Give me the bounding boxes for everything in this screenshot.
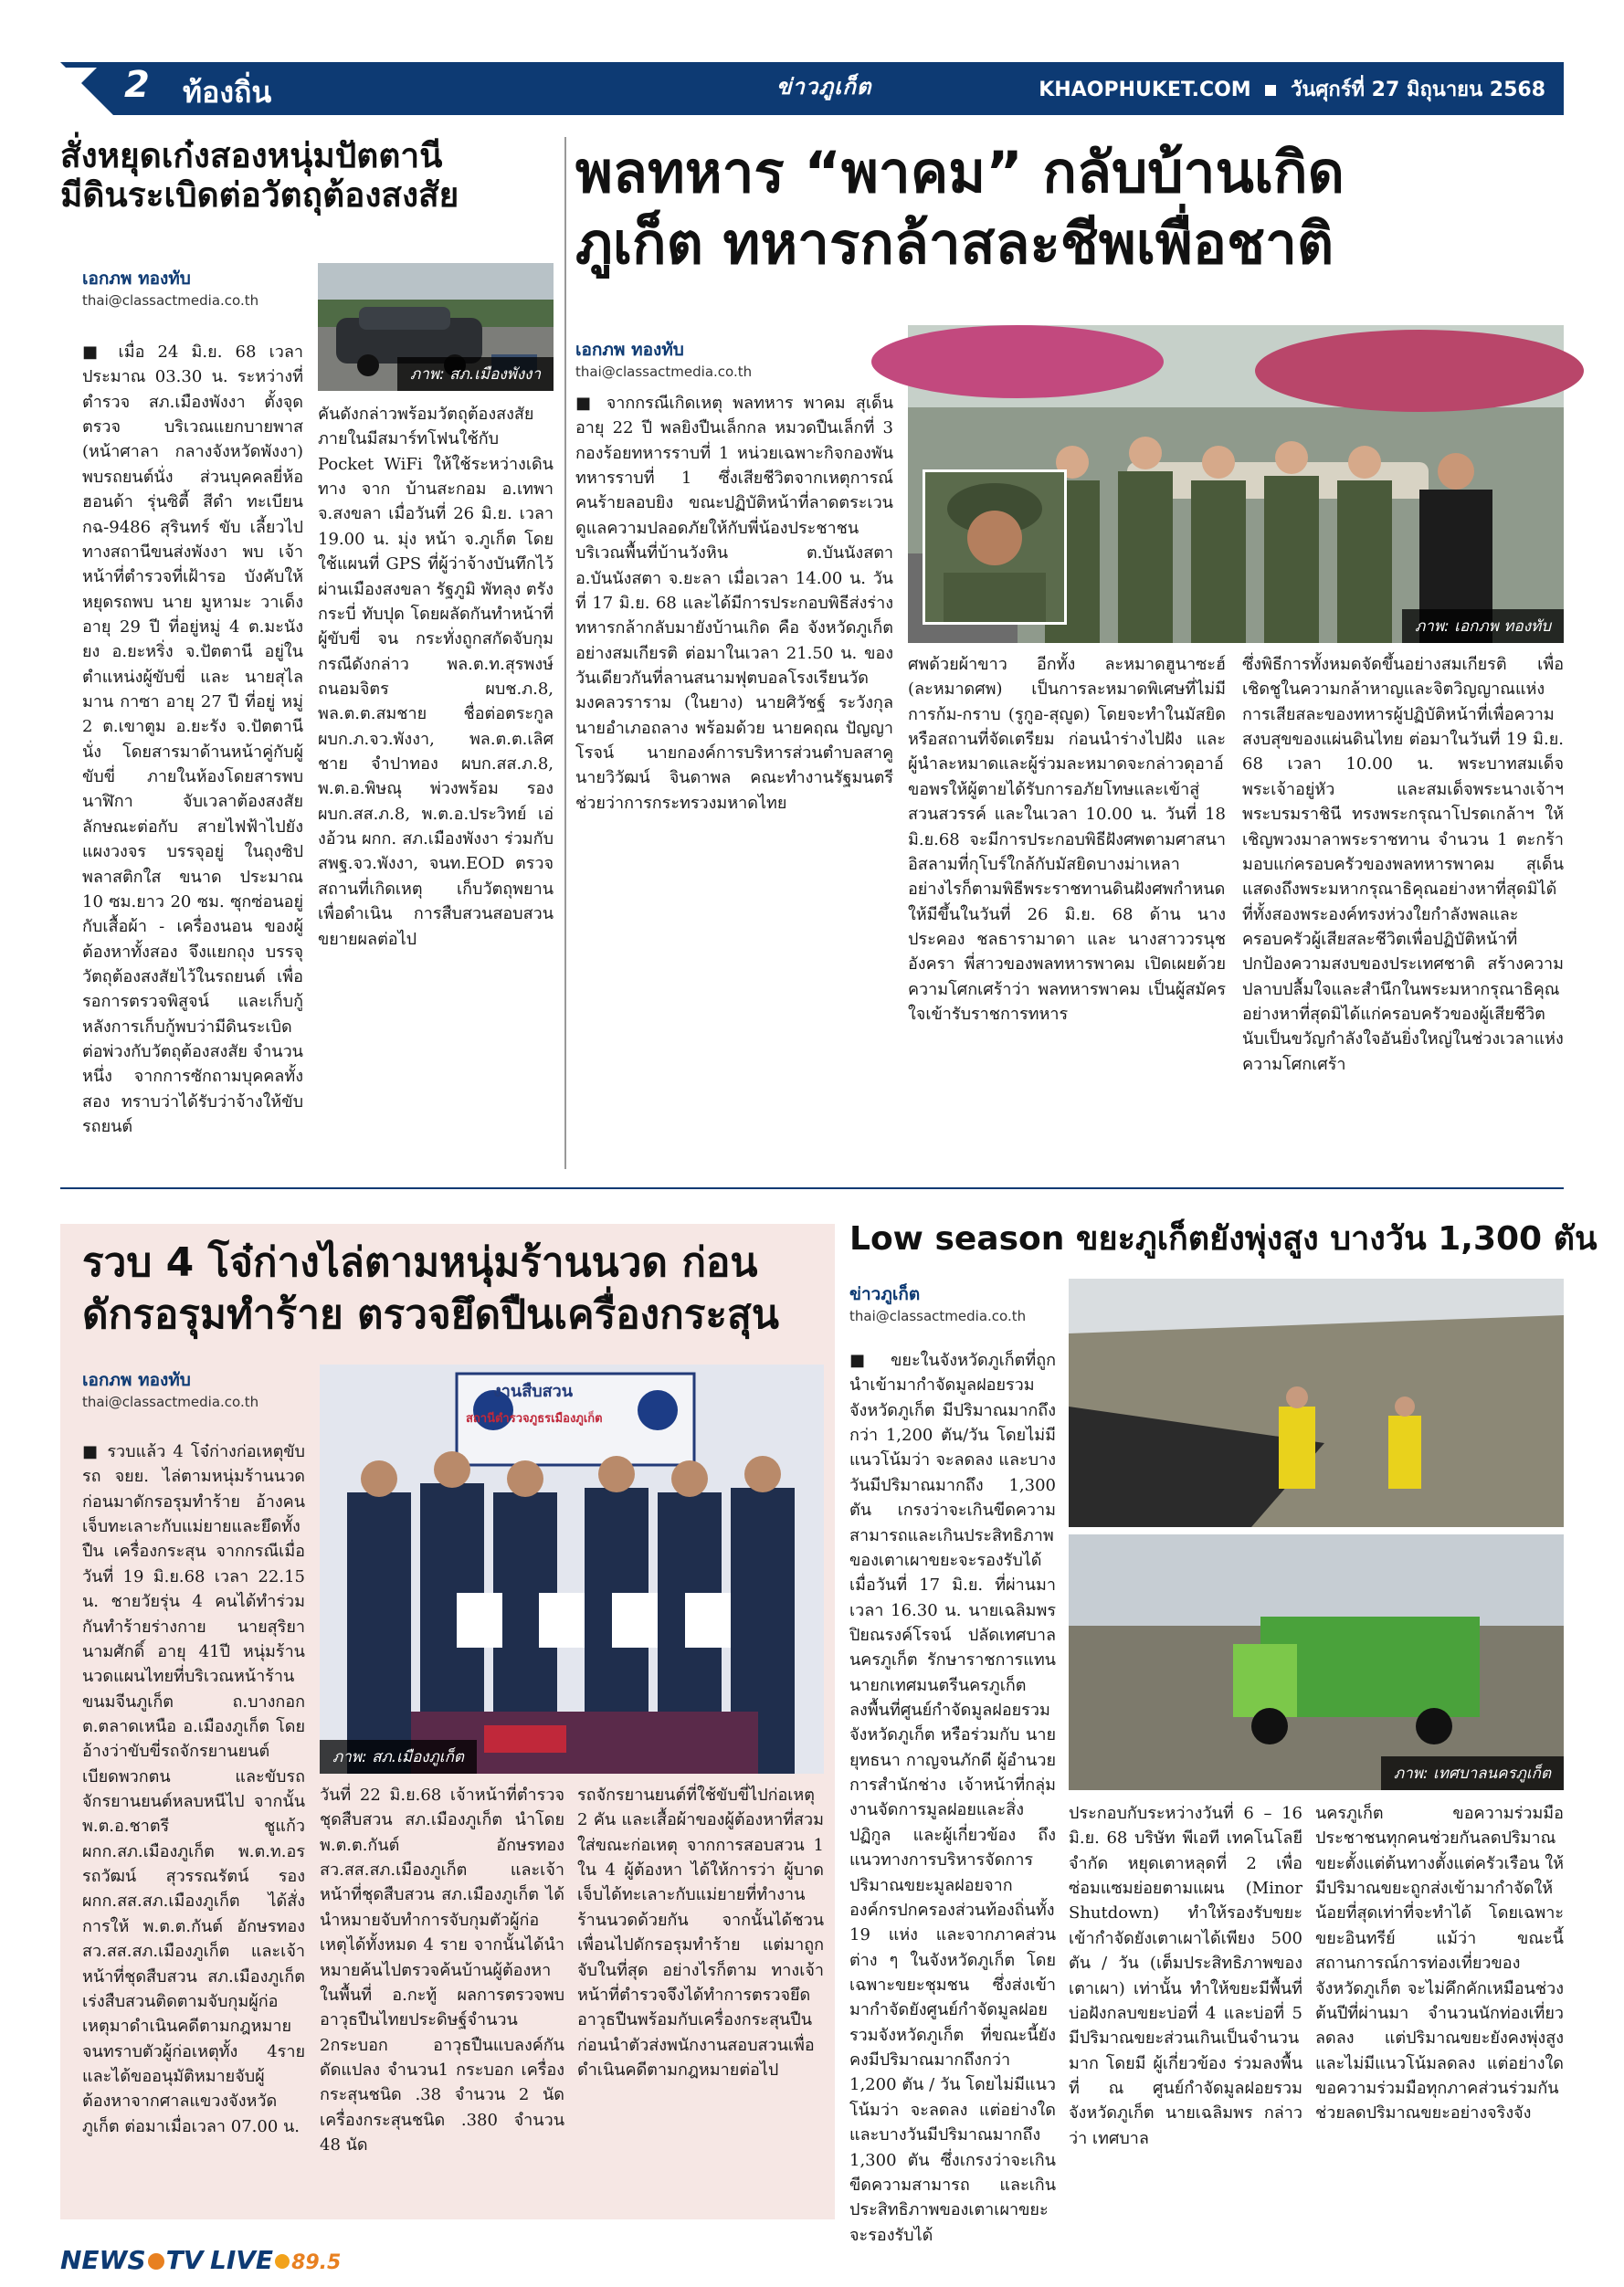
horizontal-rule <box>60 1187 1564 1189</box>
soldier-author: เอกภพ ทองทับ <box>575 340 684 360</box>
massage-headline <box>82 1237 822 1341</box>
soldier-byline <box>575 336 752 380</box>
arrest-headline-line2: มีดินระเบิดต่อวัตถุต้องสงสัย <box>60 174 459 215</box>
footer-live-radio-logo <box>210 2245 341 2275</box>
arrest-author: เอกภพ ทองทับ <box>82 269 191 289</box>
garbage-body-col1: ■ ขยะในจังหวัดภูเก็ตที่ถูกนำเข้ามากำจัดมูลฝอยรวมจังหวัดภูเก็ต มีปริมาณมากถึงกว่า 1,200 ตัน/วัน โดยไม่มีแนวโน้มว่า จะลดลง และบางวันมีปริมาณมากถึง 1,300 ตัน เกรงว่าจะเกินขีดความสามารถและเกินประสิทธิภาพของเตาเผาขยะจะรองรับได้ เมื่อวันที่ 17 มิ.ย. ที่ผ่านมา เวลา 16.30 น. นายเฉลิมพร ปิยณรงค์โรจน์ ปลัดเทศบาลนครภูเก็ต รักษาราชการแทนนายกเทศมนตรีนครภูเก็ต ลงพื้นที่ศูนย์กำจัดมูลฝอยรวมจังหวัดภูเก็ต หรือร่วมกับ นายยุทธนา กาญจนภักดี ผู้อำนวยการสำนักช่าง เจ้าหน้าที่กลุ่มงานจัดการมูลฝอยและสิ่งปฏิกูล และผู้เกี่ยวข้อง ถึงแนวทางการบริหารจัดการปริมาณขยะมูลฝอยจากองค์กรปกครองส่วนท้องถิ่นทั้ง 19 แห่ง และจากภาคส่วนต่าง ๆ ในจังหวัดภูเก็ต โดยเฉพาะขยะชุมชน ซึ่งส่งเข้ามากำจัดยังศูนย์กำจัดมูลฝอยรวมจังหวัดภูเก็ต ที่ขณะนี้ยังคงมีปริมาณมากถึงกว่า 1,200 ตัน / วัน โดยไม่มีแนวโน้มว่า จะลดลง แต่อย่างใด และบางวันมีปริมาณมากถึง 1,300 ตัน ซึ่งเกรงว่าจะเกินขีดความสามารถ และเกินประสิทธิภาพของเตาเผาขยะจะรองรับได้ <box>849 1351 1056 2245</box>
soldier-photo-caption: ภาพ: เอกภพ ทองทับ <box>1402 609 1564 643</box>
soldier-portrait-photo <box>923 469 1067 625</box>
garbage-body-col3: นครภูเก็ต ขอความร่วมมือประชาชนทุกคนช่วยกันลดปริมาณขยะตั้งแต่ต้นทางตั้งแต่ครัวเรือน ให้มีปริมาณขยะถูกส่งเข้ามากำจัดให้น้อยที่สุดเท่าที่จะทำได้ โดยเฉพาะขยะอินทรีย์ แม้ว่า ขณะนี้สถานการณ์การท่องเที่ยวของจังหวัดภูเก็ต จะไม่คึกคักเหมือนช่วงต้นปีที่ผ่านมา จำนวนนักท่องเที่ยวลดลง แต่ปริมาณขยะยังคงพุ่งสูง และไม่มีแนวโน้มลดลง แต่อย่างใด ขอความร่วมมือทุกภาคส่วนร่วมกันช่วยลดปริมาณขยะอย่างจริงจัง <box>1315 1804 1564 2124</box>
arrest-email[interactable]: thai@classactmedia.co.th <box>82 292 259 309</box>
massage-email[interactable]: thai@classactmedia.co.th <box>82 1394 259 1410</box>
arrest-photo <box>318 263 554 391</box>
arrest-byline <box>82 265 258 309</box>
garbage-byline <box>849 1281 1026 1324</box>
soldier-body-col2: ศพด้วยผ้าขาว อีกทั้ง ละหมาดฮูนาซะฮ์ (ละหมาดศพ) เป็นการละหมาดพิเศษที่ไม่มีการก้ม-กราบ (รูกูอ-สุญูด) โดยจะทำในมัสยิดหรือสถานที่จัดเตรียม ก่อนนำร่างไปฝัง และผู้นำละหมาดและผู้ร่วมละหมาดจะกล่าวดุอาอ์ขอพรให้ผู้ตายได้รับการอภัยโทษและเข้าสู่สวนสวรรค์ และในเวลา 10.00 น. วันที่ 18 มิ.ย.68 จะมีการประกอบพิธีฝังศพตามศาสนาอิสลามที่กุโบร์ใกล้กับมัสยิดบางม่าเหลา อย่างไรก็ตามพิธีพระราชทานดินฝังศพกำหนดให้มีขึ้นในวันที่ 26 มิ.ย. 68 ด้าน นางประคอง ชลธารามาดา และ นางสาววรนุช อังครา พี่สาวของพลทหารพาคม เปิดเผยด้วยความโศกเศร้าว่า พลทหารพาคม เป็นผู้สมัครใจเข้ารับราชการทหาร <box>908 655 1226 1025</box>
massage-byline <box>82 1366 258 1410</box>
police-banner-subtitle: สถานีตำรวจภูธรเมืองภูเก็ต <box>466 1412 603 1426</box>
police-banner-title: งานสืบสวน <box>493 1382 574 1401</box>
massage-headline-line1: รวบ 4 โจ๋ก่างไล่ตามหนุ่มร้านนวด ก่อน <box>82 1239 758 1286</box>
garbage-email[interactable]: thai@classactmedia.co.th <box>849 1308 1027 1324</box>
square-bullet-icon <box>1265 85 1276 96</box>
live-logo-text: LIVE <box>210 2245 274 2275</box>
arrest-headline-line1: สั่งหยุดเก๋งสองหนุ่มปัตตานี <box>60 136 443 175</box>
section-corner-logo <box>60 62 113 115</box>
garbage-body-col2: ประกอบกับระหว่างวันที่ 6 – 16 มิ.ย. 68 บริษัท พีเอที เทคโนโลยี จำกัด หยุดเตาหลุดที่ 2 เพื่อซ่อมแซมย่อยตามแผน (Minor Shutdown) ทำให้รองรับขยะเข้ากำจัดยังเตาเผาได้เพียง 500 ตัน / วัน (เต็มประสิทธิภาพของเตาเผา) เท่านั้น ทำให้ขยะมีพื้นที่บ่อฝังกลบขยะบ่อที่ 4 และบ่อที่ 5 มีปริมาณขยะส่วนเกินเป็นจำนวนมาก โดยมี ผู้เกี่ยวข้อง ร่วมลงพื้นที่ ณ ศูนย์กำจัดมูลฝอยรวมจังหวัดภูเก็ต นายเฉลิมพร กล่าวว่า เทศบาล <box>1069 1804 1302 2148</box>
section-name: ท้องถิ่น <box>183 75 272 110</box>
soldier-body-col1: ■ จากกรณีเกิดเหตุ พลทหาร พาคม สุเด็น อายุ 22 ปี พลยิงปืนเล็กกล หมวดปืนเล็กที่ 3 กองร้อยทหารราบที่ 1 หน่วยเฉพาะกิจกองพันทหารราบที่ 1 ซึ่งเสียชีวิตจากเหตุการณ์คนร้ายลอบยิง ขณะปฏิบัติหน้าที่ลาดตระเวน ดูแลความปลอดภัยให้กับพี่น้องประชาชน บริเวณพื้นที่บ้านวังหิน ต.บันนังสตา อ.บันนังสตา จ.ยะลา เมื่อเวลา 14.00 น. วันที่ 17 มิ.ย. 68 และได้มีการประกอบพิธีส่งร่างทหารกล้ากลับมายังบ้านเกิด คือ จังหวัดภูเก็ต อย่างสมเกียรติ ต่อมาในเวลา 21.50 น. ของวันเดียวกันที่ลานสนามฟุตบอลโรงเรียนวัดมงคลวราราม (ในยาง) นายศิวัชฐ์ ระวังกุล นายอำเภอถลาง พร้อมด้วย นายคฤณ ปัญญาโรจน์ นายกองค์การบริหารส่วนตำบลสาคู นายวิวัฒน์ จินดาพล คณะทำงานรัฐมนตรีช่วยว่าการกระทรวงมหาดไทย <box>575 394 893 813</box>
arrest-headline <box>60 137 554 215</box>
header-date-line <box>1039 73 1545 105</box>
footer-news-tv-logo <box>60 2245 203 2275</box>
soldier-headline-line2: ภูเก็ต ทหารกล้าสละชีพเพื่อชาติ <box>575 209 1334 277</box>
garbage-landfill-photo <box>1069 1279 1564 1790</box>
arrest-body-col1: ■ เมื่อ 24 มิ.ย. 68 เวลา ประมาณ 03.30 น. ระหว่างที่ ตำรวจ สภ.เมืองพังงา ตั้งจุดตรวจ บริเวณแยกบายพาส (หน้าศาลา กลางจังหวัดพังงา) พบรถยนต์นั่ง ส่วนบุคคลยี่ห้อฮอนด้า รุ่นซิตี้ สีดำ ทะเบียน กฉ-9486 สุรินทร์ ขับ เลี้ยวไปทางสถานีขนส่งพังงา พบ เจ้าหน้าที่ตำรวจที่เฝ้ารอ บังคับให้หยุดรถพบ นาย มูหามะ วาเด็ง อายุ 29 ปี ที่อยู่หมู่ 4 ต.มะนังยง อ.ยะหริ่ง จ.ปัตตานี อยู่ในตำแหน่งผู้ขับขี่ และ นายสุไลมาน กาซา อายุ 27 ปี ที่อยู่ หมู่ 2 ต.เขาตูม อ.ยะรัง จ.ปัตตานี นั่ง โดยสารมาด้านหน้าคู่กับผู้ขับขี่ ภายในห้องโดยสารพบนาฬิกา จับเวลาต้องสงสัย ลักษณะต่อกับ สายไฟฟ้าไปยังแผงวงจร บรรจุอยู่ ในถุงซิปพลาสติกใส ขนาด ประมาณ 10 ซม.ยาว 20 ซม. ซุกซ่อนอยู่กับเสื้อผ้า - เครื่องนอน ของผู้ต้องหาทั้งสอง จึงแยกถุง บรรจุวัตถุต้องสงสัยไว้ในรถยนต์ เพื่อรอการตรวจพิสูจน์ และเก็บกู้ หลังการเก็บกู้พบว่ามีดินระเบิดต่อพ่วงกับวัตถุต้องสงสัย จำนวนหนึ่ง จากการซักถามบุคคลทั้งสอง ทราบว่าได้รับว่าจ้างให้ขับรถยนต์ <box>82 343 303 1137</box>
column-divider <box>564 137 566 1169</box>
garbage-headline: Low season ขยะภูเก็ตยังพุ่งสูง บางวัน 1,300 ตัน <box>849 1220 1598 1258</box>
brand-logo: ข่าวภูเก็ต <box>776 74 872 100</box>
orange-dot-icon <box>148 2253 164 2270</box>
garbage-photo-caption: ภาพ: เทศบาลนครภูเก็ต <box>1381 1756 1564 1790</box>
massage-body-col3: รถจักรยานยนต์ที่ใช้ขับขี่ไปก่อเหตุ 2 คัน และเสื้อผ้าของผู้ต้องหาที่สวมใส่ขณะก่อเหตุ จากการสอบสวน 1 ใน 4 ผู้ต้องหา ได้ให้การว่า ผู้บาดเจ็บได้ทะเลาะกับแม่ยายที่ทำงานร้านนวดด้วยกัน จากนั้นได้ชวนเพื่อนไปดักรอรุมทำร้าย แต่มาถูกจับในที่สุด อย่างไรก็ตาม ทางเจ้าหน้าที่ตำรวจจึงได้ทำการตรวจยึดอาวุธปืนพร้อมกับเครื่องกระสุนปืน ก่อนนำตัวส่งพนักงานสอบสวนเพื่อดำเนินคดีตามกฎหมายต่อไป <box>577 1786 824 2080</box>
soldier-headline-line1: พลทหาร “พาคม” กลับบ้านเกิด <box>575 139 1345 206</box>
website-url[interactable]: KHAOPHUKET.COM <box>1039 79 1251 101</box>
soldier-body-col3: ซึ่งพิธีการทั้งหมดจัดขึ้นอย่างสมเกียรติ เพื่อเชิดชูในความกล้าหาญและจิตวิญญาณแห่งการเสียสละของทหารผู้ปฏิบัติหน้าที่เพื่อความสงบสุขของแผ่นดินไทย ต่อมาในวันที่ 19 มิ.ย. 68 เวลา 10.00 น. พระบาทสมเด็จพระเจ้าอยู่หัว และสมเด็จพระนางเจ้าฯ พระบรมราชินี ทรงพระกรุณาโปรดเกล้าฯ ให้เชิญพวงมาลาพระราชทาน จำนวน 1 ตะกร้า มอบแก่ครอบครัวของพลทหารพาคม สุเด็น แสดงถึงพระมหากรุณาธิคุณอย่างหาที่สุดมิได้ ที่ทั้งสองพระองค์ทรงห่วงใยกำลังพลและครอบครัวผู้เสียสละชีวิตเพื่อปฏิบัติหน้าที่ปกป้องความสงบของประเทศชาติ สร้างความปลาบปลื้มใจและสำนึกในพระมหากรุณาธิคุณอย่างหาที่สุดมิได้แก่ครอบครัวของผู้เสียชีวิต นับเป็นขวัญกำลังใจอันยิ่งใหญ่ในช่วงเวลาแห่งความโศกเศร้า <box>1242 655 1564 1074</box>
issue-date: วันศุกร์ที่ 27 มิถุนายน 2568 <box>1291 79 1545 101</box>
garbage-author: ข่าวภูเก็ต <box>849 1284 921 1304</box>
arrest-photo-caption: ภาพ: สภ.เมืองพังงา <box>397 357 554 391</box>
massage-suspects-photo <box>320 1365 824 1774</box>
massage-photo-caption: ภาพ: สภ.เมืองภูเก็ต <box>320 1740 477 1774</box>
soldier-headline <box>575 137 1564 279</box>
sun-icon <box>275 2254 290 2269</box>
massage-body-col2: วันที่ 22 มิ.ย.68 เจ้าหน้าที่ตำรวจชุดสืบสวน สภ.เมืองภูเก็ต นำโดย พ.ต.ต.กันต์ อักษรทอง สว.สส.สภ.เมืองภูเก็ต และเจ้าหน้าที่ชุดสืบสวน สภ.เมืองภูเก็ต ได้นำหมายจับทำการจับกุมตัวผู้ก่อเหตุได้ทั้งหมด 4 ราย จากนั้นได้นำหมายค้นไปตรวจค้นบ้านผู้ต้องหาในพื้นที่ อ.กะทู้ ผลการตรวจพบ อาวุธปืนไทยประดิษฐ์จำนวน 2กระบอก อาวุธปืนแบลงค์กันดัดแปลง จำนวน1 กระบอก เครื่องกระสุนชนิด .38 จำนวน 2 นัด เครื่องกระสุนชนิด .380 จำนวน 48 นัด <box>320 1786 564 2155</box>
soldier-email[interactable]: thai@classactmedia.co.th <box>575 364 753 380</box>
radio-frequency: 89.5 <box>291 2251 342 2274</box>
arrest-body-col2: คันดังกล่าวพร้อมวัตถุต้องสงสัย ภายในมีสมาร์ทโฟนใช้กับ Pocket WiFi ให้ใช้ระหว่างเดินทาง จาก บ้านสะกอม อ.เทพา จ.สงขลา เมื่อวันที่ 26 มิ.ย. เวลา 19.00 น. มุ่ง หน้า จ.ภูเก็ต โดยใช้แผนที่ GPS ที่ผู้ว่าจ้างบันทึกไว้ผ่านเมืองสงขลา รัฐภูมิ พัทลุง ตรัง กระบี่ ทับปุด โดยผลัดกันทำหน้าที่ผู้ขับขี่ จน กระทั่งถูกสกัดจับกุม กรณีดังกล่าว พล.ต.ท.สุรพงษ์ ถนอมจิตร ผบช.ภ.8, พล.ต.ต.สมชาย ชื่อต่อตระกูล ผบก.ภ.จว.พังงา, พล.ต.ต.เลิศชาย จำปาทอง ผบก.สส.ภ.8, พ.ต.อ.พิษณุ พ่วงพร้อม รอง ผบก.สส.ภ.8, พ.ต.อ.ประวิทย์ เอ่งอ้วน ผกก. สภ.เมืองพังงา ร่วมกับ สพฐ.จว.พังงา, จนท.EOD ตรวจสถานที่เกิดเหตุ เก็บวัตถุพยาน เพื่อดำเนิน การสืบสวนสอบสวนขยายผลต่อไป <box>318 405 554 949</box>
massage-author: เอกภพ ทองทับ <box>82 1370 191 1390</box>
massage-headline-line2: ดักรอรุมทำร้าย ตรวจยึดปืนเครื่องกระสุน <box>82 1291 779 1339</box>
massage-body-col1: ■ รวบแล้ว 4 โจ๋ก่างก่อเหตุขับรถ จยย. ไล่ตามหนุ่มร้านนวดก่อนมาดักรอรุมทำร้าย อ้างคนเจ็บทะเลาะกับแม่ยายและยึดทั้งปืน เครื่องกระสุน จากกรณีเมื่อวันที่ 19 มิ.ย.68 เวลา 22.15 น. ชายวัยรุ่น 4 คนได้ทำร่วมกันทำร้ายร่างกาย นายสุริยา นามศักดิ์ อายุ 41ปี หนุ่มร้านนวดแผนไทยที่บริเวณหน้าร้านขนมจีนภูเก็ต ถ.บางกอก ต.ตลาดเหนือ อ.เมืองภูเก็ต โดยอ้างว่าขับขี่รถจักรยานยนต์เบียดพวกตน และขับรถจักรยานยนต์หลบหนีไป จากนั้น พ.ต.อ.ชาตรี ชูแก้ว ผกก.สภ.เมืองภูเก็ต พ.ต.ท.อรรถวัฒน์ สุวรรณรัตน์ รองผกก.สส.สภ.เมืองภูเก็ต ได้สั่งการให้ พ.ต.ต.กันต์ อักษรทอง สว.สส.สภ.เมืองภูเก็ต และเจ้าหน้าที่ชุดสืบสวน สภ.เมืองภูเก็ต เร่งสืบสวนติดตามจับกุมผู้ก่อเหตุมาดำเนินคดีตามกฎหมาย จนทราบตัวผู้ก่อเหตุทั้ง 4ราย และได้ขออนุมัติหมายจับผู้ต้องหาจากศาลแขวงจังหวัดภูเก็ต ต่อมาเมื่อเวลา 07.00 น. <box>82 1442 305 2136</box>
tv-logo-text: TV <box>165 2245 204 2275</box>
page-number: 2 <box>124 64 150 106</box>
news-logo-text: NEWS <box>60 2245 146 2275</box>
